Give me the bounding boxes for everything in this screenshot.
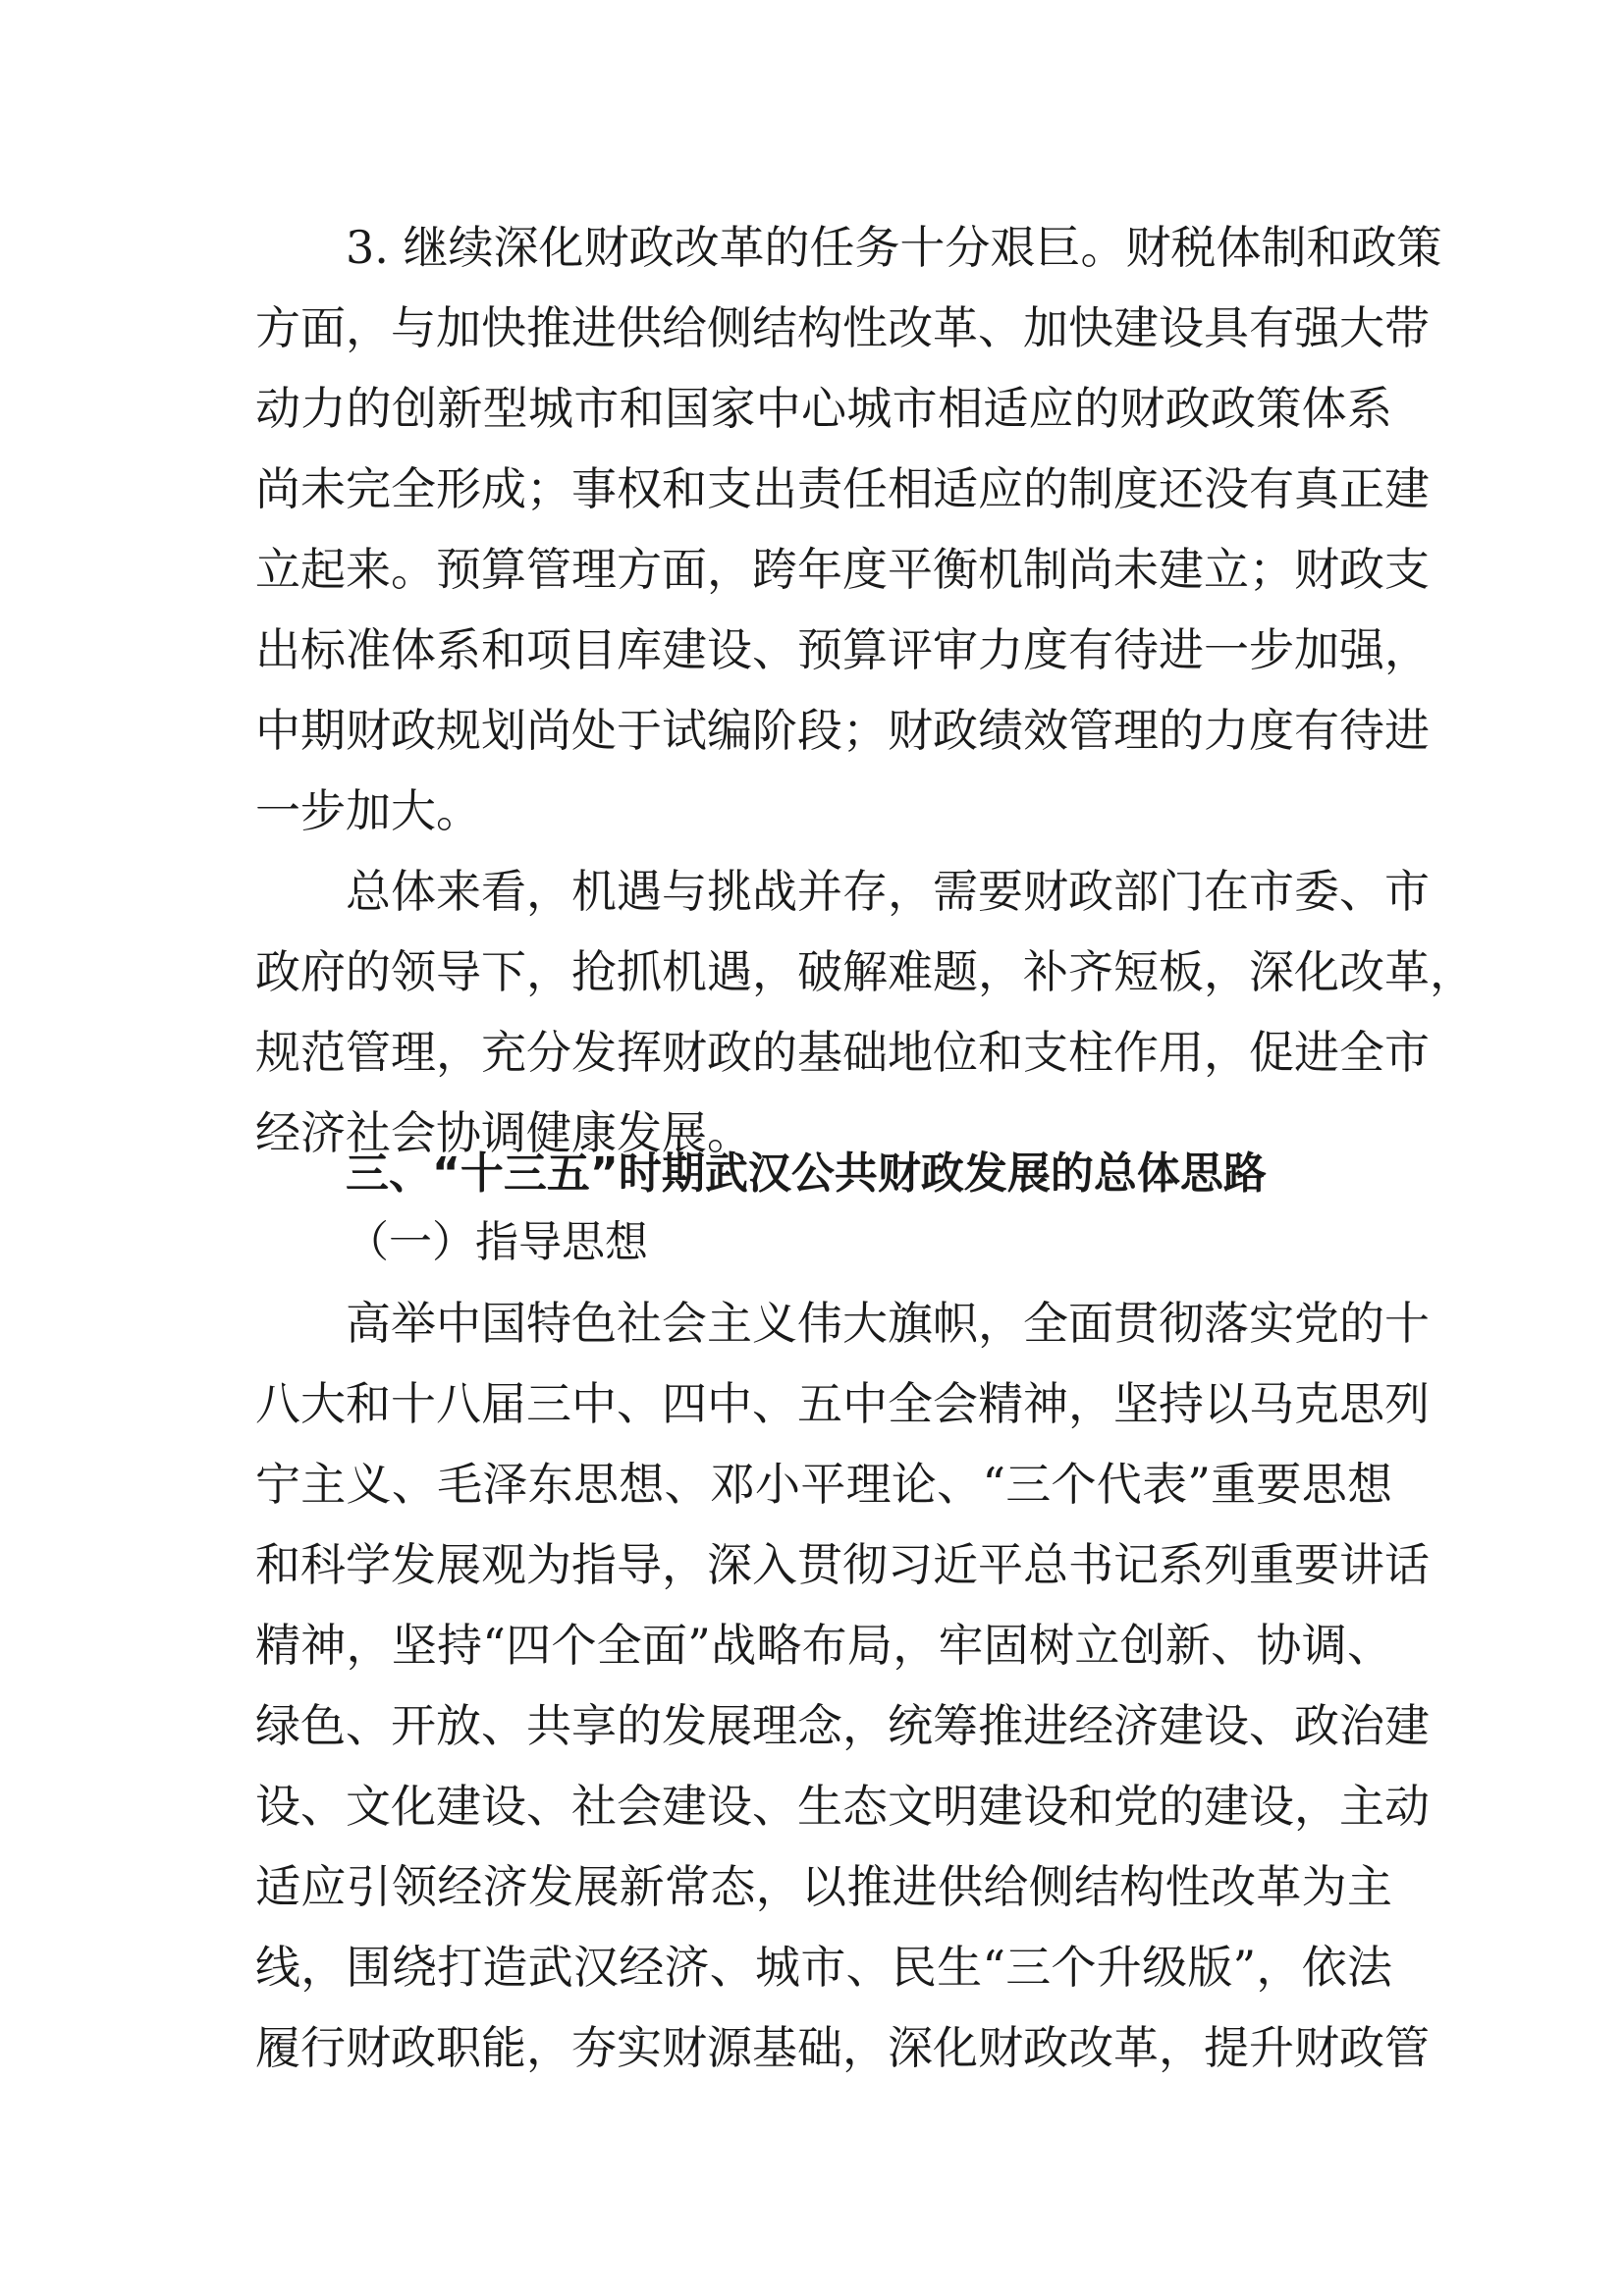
paragraph-1-line-6: 出标准体系和项目库建设、预算评审力度有待进一步加强， bbox=[255, 623, 1430, 676]
paragraph-1-line-4: 尚未完全形成；事权和支出责任相适应的制度还没有真正建 bbox=[255, 462, 1430, 515]
paragraph-3-line-3: 宁主义、毛泽东思想、邓小平理论、“三个代表”重要思想 bbox=[255, 1458, 1392, 1511]
paragraph-1-line-8: 一步加大。 bbox=[255, 784, 481, 837]
paragraph-2-line-4: 经济社会协调健康发展。 bbox=[255, 1106, 752, 1159]
section-heading: 三、“十三五”时期武汉公共财政发展的总体思路 bbox=[346, 1148, 1267, 1199]
paragraph-3-line-4: 和科学发展观为指导，深入贯彻习近平总书记系列重要讲话 bbox=[255, 1538, 1430, 1591]
paragraph-1-line-2: 方面，与加快推进供给侧结构性改革、加快建设具有强大带 bbox=[255, 301, 1430, 354]
paragraph-2-line-3: 规范管理，充分发挥财政的基础地位和支柱作用，促进全市 bbox=[255, 1026, 1430, 1079]
paragraph-3-line-1: 高举中国特色社会主义伟大旗帜，全面贯彻落实党的十 bbox=[346, 1297, 1430, 1350]
paragraph-1-line-3: 动力的创新型城市和国家中心城市相适应的财政政策体系 bbox=[255, 382, 1392, 435]
paragraph-3-line-2: 八大和十八届三中、四中、五中全会精神，坚持以马克思列 bbox=[255, 1377, 1430, 1430]
paragraph-1-line-5: 立起来。预算管理方面，跨年度平衡机制尚未建立；财政支 bbox=[255, 543, 1430, 596]
paragraph-3-line-10: 履行财政职能，夯实财源基础，深化财政改革，提升财政管 bbox=[255, 2021, 1430, 2074]
paragraph-3-line-8: 适应引领经济发展新常态，以推进供给侧结构性改革为主 bbox=[255, 1860, 1392, 1913]
paragraph-2-line-2: 政府的领导下，抢抓机遇，破解难题，补齐短板，深化改革， bbox=[255, 945, 1475, 998]
paragraph-3-line-6: 绿色、开放、共享的发展理念，统筹推进经济建设、政治建 bbox=[255, 1699, 1430, 1752]
paragraph-3-line-5: 精神，坚持“四个全面”战略布局，牢固树立创新、协调、 bbox=[255, 1619, 1392, 1672]
paragraph-3-line-7: 设、文化建设、社会建设、生态文明建设和党的建设，主动 bbox=[255, 1780, 1430, 1833]
paragraph-3-line-9: 线，围绕打造武汉经济、城市、民生“三个升级版”，依法 bbox=[255, 1941, 1392, 1994]
paragraph-1-line-1: 3. 继续深化财政改革的任务十分艰巨。财税体制和政策 bbox=[346, 221, 1442, 274]
paragraph-1-line-7: 中期财政规划尚处于试编阶段；财政绩效管理的力度有待进 bbox=[255, 704, 1430, 757]
subsection-heading: （一）指导思想 bbox=[346, 1217, 648, 1267]
paragraph-2-line-1: 总体来看，机遇与挑战并存，需要财政部门在市委、市 bbox=[346, 865, 1430, 918]
